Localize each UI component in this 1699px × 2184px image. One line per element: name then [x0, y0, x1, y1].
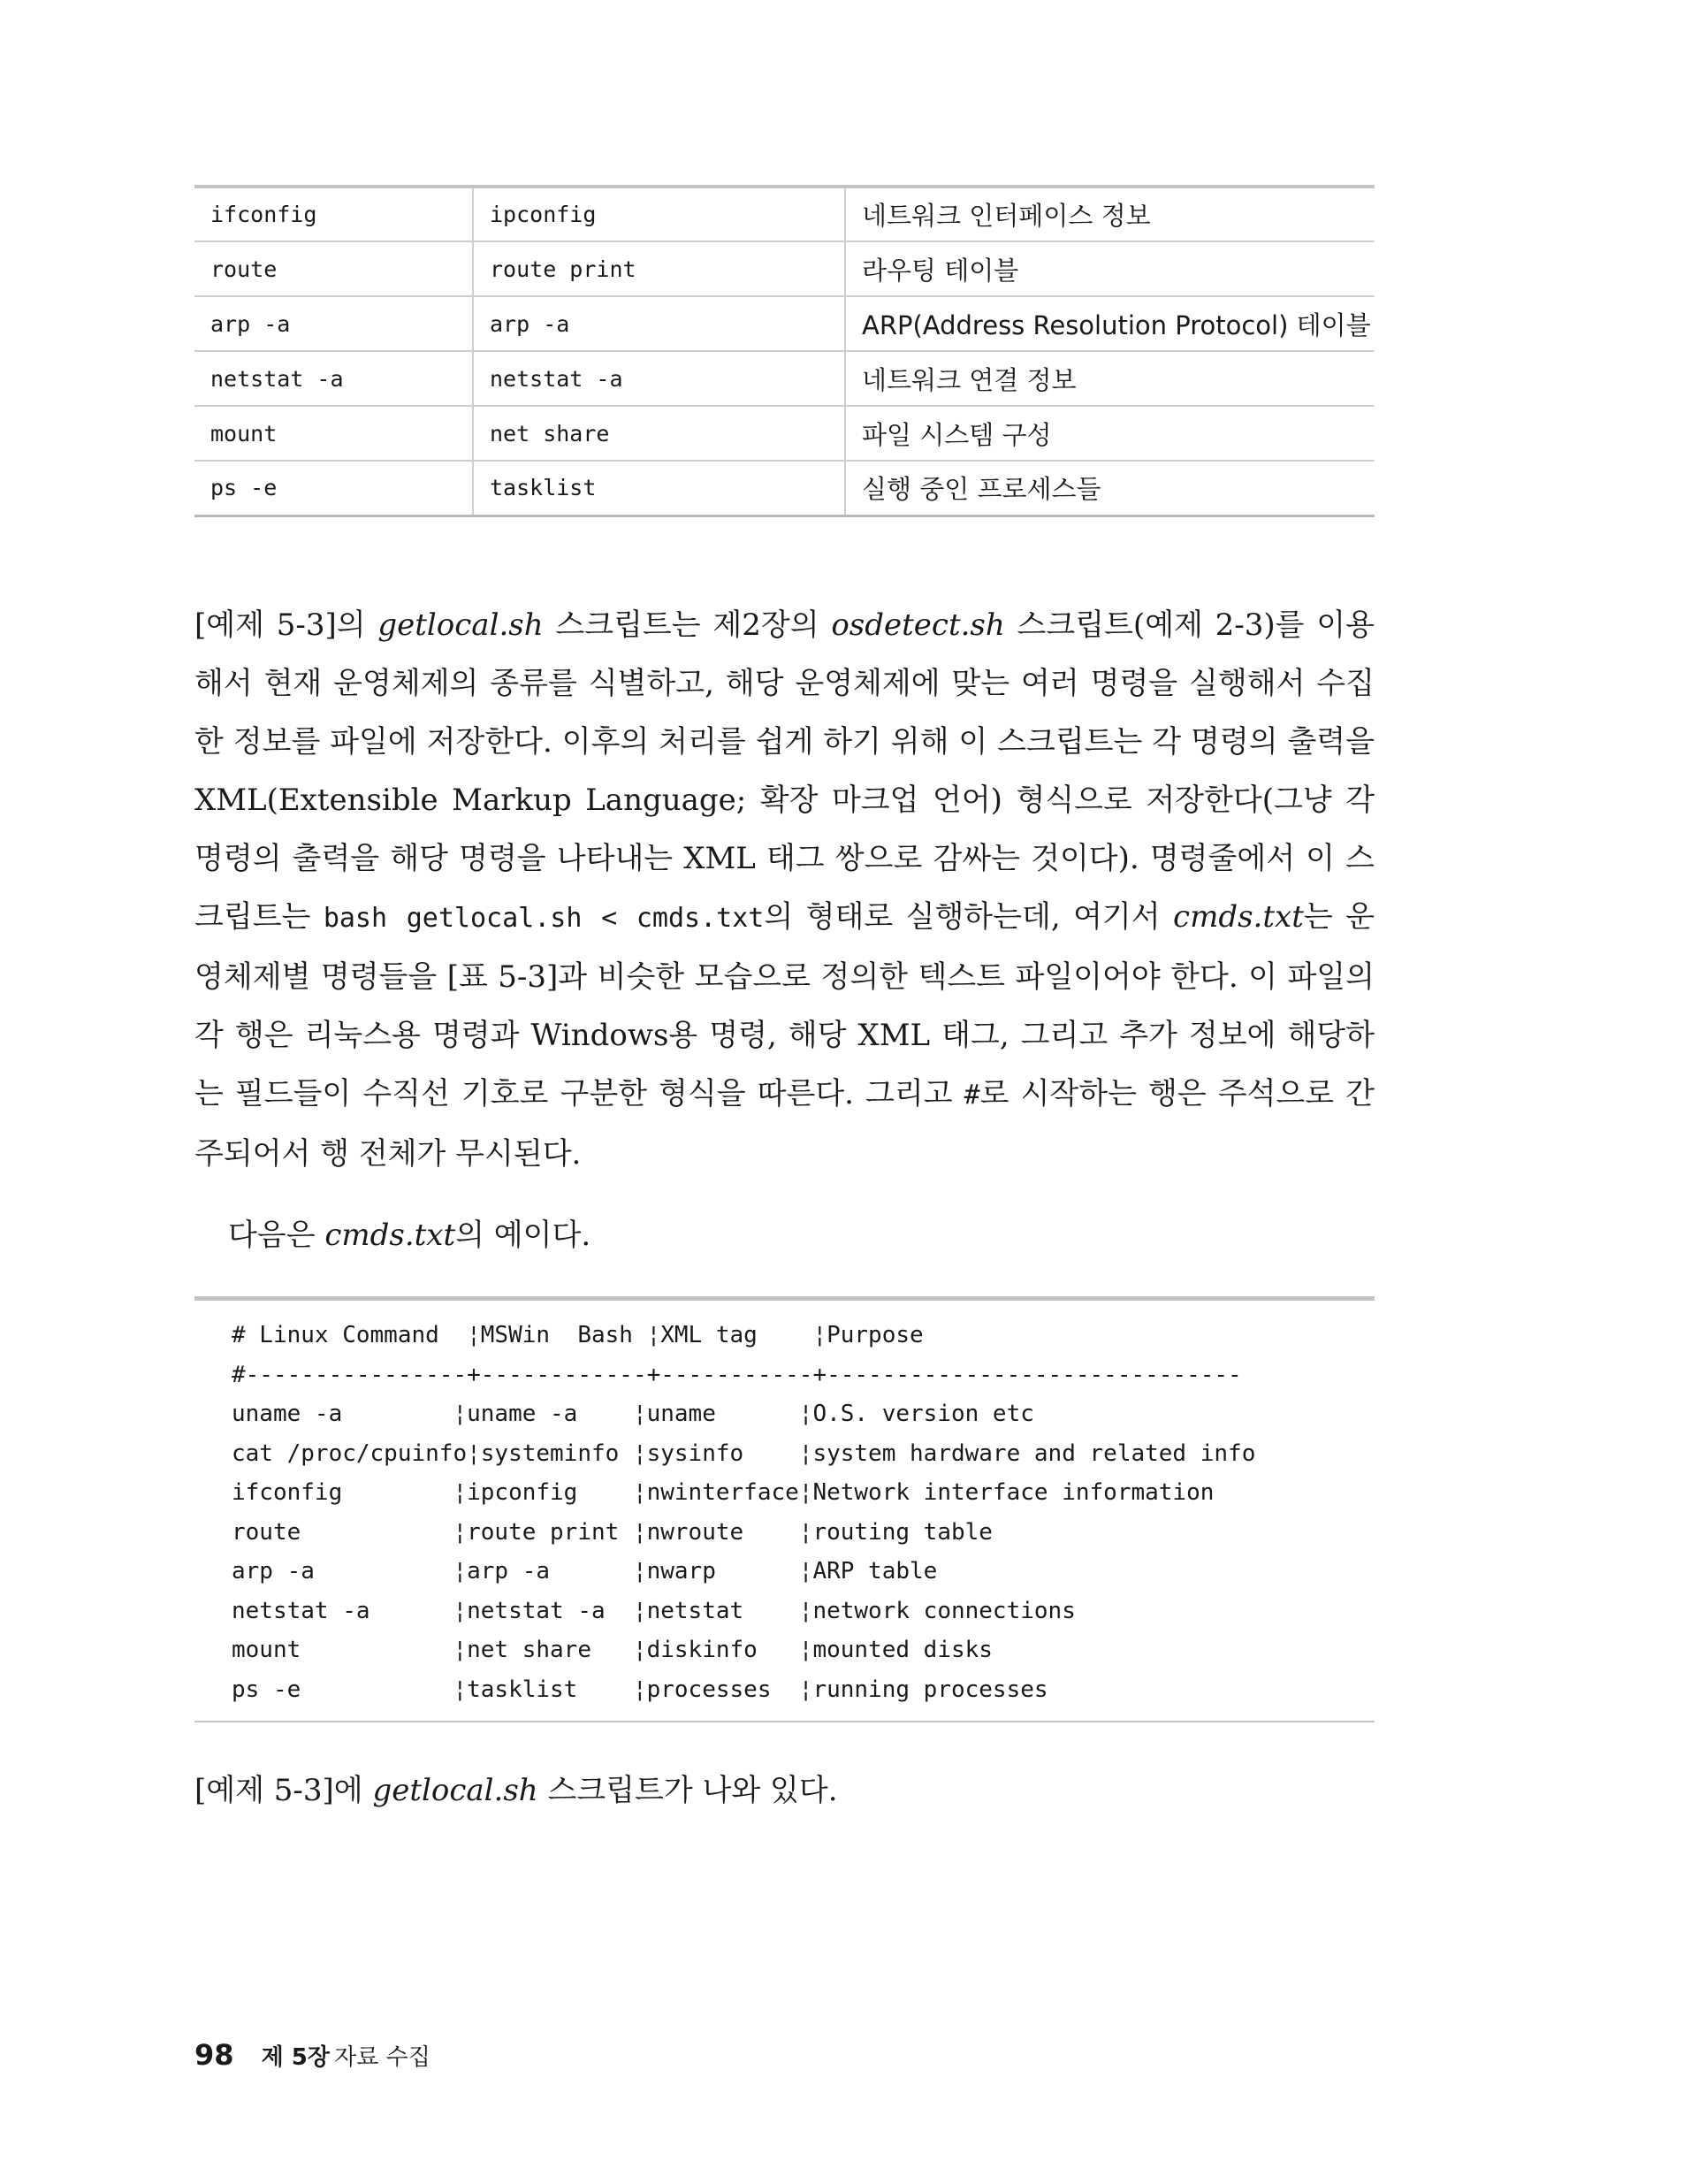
text-run: [예제 5-3]의 [194, 607, 378, 643]
script-name: osdetect.sh [831, 607, 1005, 643]
command-table [194, 185, 1375, 517]
code-line: netstat -a ¦netstat -a ¦netstat ¦network connections [232, 1597, 1076, 1624]
code-line: ifconfig ¦ipconfig ¦nwinterface¦Network interface information [232, 1479, 1215, 1506]
windows-command-cell: route print [473, 241, 845, 296]
text-run: 스크립트가 나와 있다. [537, 1773, 838, 1808]
description-cell: 네트워크 연결 정보 [845, 351, 1375, 406]
table-row [194, 406, 1375, 461]
text-run: 는 운영체제별 명령들을 [표 5-3]과 비슷한 모습으로 정의한 텍스트 파일이어야 한다. 이 파일의 각 행은 리눅스용 명령과 Windows용 명령, 해당 XML 태그, 그리고 추가 정보에 해당하는 필드들이 수직선 기호로 구분한 형식을 따른다. 그리고 [194, 899, 1375, 1111]
code-line: # Linux Command ¦MSWin Bash ¦XML tag ¦Purpose [232, 1322, 924, 1348]
windows-command-cell: arp -a [473, 296, 845, 351]
linux-command-cell: arp -a [194, 296, 473, 351]
table-row [194, 187, 1375, 241]
intro-paragraph [228, 1206, 1375, 1264]
description-cell: 라우팅 테이블 [845, 241, 1375, 296]
windows-command-cell: net share [473, 406, 845, 461]
code-line: ps -e ¦tasklist ¦processes ¦running processes [232, 1676, 1048, 1703]
linux-command-cell: netstat -a [194, 351, 473, 406]
chapter-label: 제 5장 [261, 2044, 330, 2071]
text-run: [예제 5-3]에 [194, 1773, 373, 1808]
linux-command-cell: ifconfig [194, 187, 473, 241]
linux-command-cell: ps -e [194, 461, 473, 515]
description-cell: 파일 시스템 구성 [845, 406, 1375, 461]
code-line: #----------------+------------+-----------+------------------------------ [232, 1361, 1242, 1388]
file-name: cmds.txt [1173, 899, 1304, 935]
description-cell: 실행 중인 프로세스들 [845, 461, 1375, 515]
code-line: uname -a ¦uname -a ¦uname ¦O.S. version etc [232, 1401, 1034, 1427]
text-run: 의 예이다. [455, 1218, 591, 1253]
code-line: arp -a ¦arp -a ¦nwarp ¦ARP table [232, 1558, 938, 1585]
windows-command-cell: netstat -a [473, 351, 845, 406]
script-name: getlocal.sh [372, 1773, 538, 1808]
text-run: 스크립트(예제 2-3)를 이용해서 현재 운영체제의 종류를 식별하고, 해당 운영체제에 맞는 여러 명령을 실행해서 수집한 정보를 파일에 저장한다. 이후의 처리를 쉽게 하기 위해 이 스크립트는 각 명령의 출력을 XML(Extensible Markup Language; 확장 마크업 언어) 형식으로 저장한다(그냥 각 명령의 출력을 해당 명령을 나타내는 XML 태그 쌍으로 감싸는 것이다). 명령줄에서 이 스크립트는 [194, 607, 1375, 935]
text-run: 스크립트는 제2장의 [543, 607, 832, 643]
linux-command-cell: route [194, 241, 473, 296]
hash-symbol: # [964, 1080, 980, 1111]
code-listing [232, 1316, 1255, 1709]
table-row [194, 461, 1375, 515]
command-snippet: bash getlocal.sh < cmds.txt [323, 903, 765, 934]
closing-paragraph [194, 1761, 1375, 1820]
chapter-title: 자료 수집 [334, 2044, 430, 2071]
code-line: route ¦route print ¦nwroute ¦routing table [232, 1518, 993, 1546]
text-run: 다음은 [228, 1218, 325, 1253]
file-name: cmds.txt [324, 1218, 456, 1253]
description-cell: 네트워크 인터페이스 정보 [845, 187, 1375, 241]
description-cell: ARP(Address Resolution Protocol) 테이블 [845, 296, 1375, 351]
table-row [194, 241, 1375, 296]
table-row [194, 351, 1375, 406]
linux-command-cell: mount [194, 406, 473, 461]
page-footer [194, 2038, 430, 2072]
text-run: 의 형태로 실행하는데, 여기서 [764, 899, 1174, 935]
code-line: mount ¦net share ¦diskinfo ¦mounted disks [232, 1637, 993, 1663]
script-name: getlocal.sh [377, 607, 544, 643]
code-line: cat /proc/cpuinfo¦systeminfo ¦sysinfo ¦system hardware and related info [232, 1439, 1256, 1467]
body-paragraph [194, 596, 1375, 1183]
table-row [194, 296, 1375, 351]
windows-command-cell: ipconfig [473, 187, 845, 241]
windows-command-cell: tasklist [473, 461, 845, 515]
page-number: 98 [194, 2038, 234, 2072]
text-run: 로 시작하는 행은 주석으로 간주되어서 행 전체가 무시된다. [194, 1076, 1375, 1172]
